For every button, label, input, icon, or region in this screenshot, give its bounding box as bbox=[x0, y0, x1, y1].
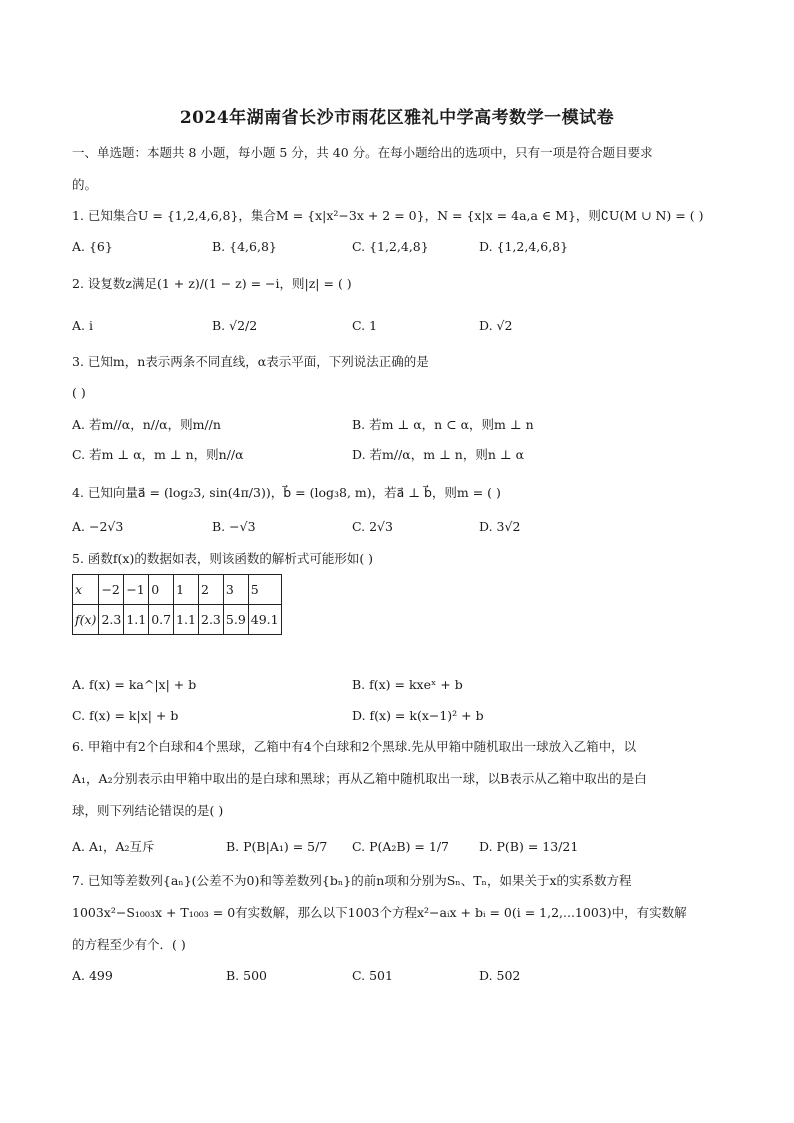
section-heading-line2: 的。 bbox=[72, 177, 98, 192]
table-row-x bbox=[73, 575, 282, 605]
question-5-option-c: C. f(x) = k|x| + b bbox=[72, 708, 179, 723]
table-cell: 3 bbox=[223, 575, 248, 605]
question-3-option-d: D. 若m//α，m ⊥ n，则n ⊥ α bbox=[352, 447, 525, 462]
table-cell: x bbox=[73, 575, 99, 605]
table-cell: 2.3 bbox=[199, 605, 224, 635]
table-cell: 2 bbox=[199, 575, 224, 605]
question-1-option-d: D. {1,2,4,6,8} bbox=[479, 239, 569, 254]
table-cell: f(x) bbox=[73, 605, 99, 635]
question-7-stem-3: 的方程至少有个．( ) bbox=[72, 937, 186, 952]
table-row-fx bbox=[73, 605, 282, 635]
question-2-stem: 2. 设复数z满足(1 + z)/(1 − z) = −i，则|z| = ( ) bbox=[72, 276, 352, 291]
question-3-option-b: B. 若m ⊥ α，n ⊂ α，则m ⊥ n bbox=[352, 417, 534, 432]
table-cell: 49.1 bbox=[248, 605, 281, 635]
question-1-option-c: C. {1,2,4,8} bbox=[352, 239, 429, 254]
question-3-option-c: C. 若m ⊥ α，m ⊥ n，则n//α bbox=[72, 447, 244, 462]
question-5-option-d: D. f(x) = k(x−1)² + b bbox=[352, 708, 484, 723]
question-6-option-c: C. P(A₂B) = 1/7 bbox=[352, 839, 449, 854]
question-2-option-d: D. √2 bbox=[479, 318, 513, 333]
question-7-option-b: B. 500 bbox=[226, 968, 267, 983]
question-3-option-a: A. 若m//α，n//α，则m//n bbox=[72, 417, 221, 432]
question-6-stem: 6. 甲箱中有2个白球和4个黑球，乙箱中有4个白球和2个黑球.先从甲箱中随机取出一球放入乙箱中，以 bbox=[72, 739, 637, 754]
question-7-option-c: C. 501 bbox=[352, 968, 393, 983]
question-1-option-b: B. {4,6,8} bbox=[212, 239, 277, 254]
question-1-stem: 1. 已知集合U = {1,2,4,6,8}，集合M = {x|x²−3x + 2 = 0}，N = {x|x = 4a,a ∈ M}，则∁U(M ∪ N) = ( ) bbox=[72, 208, 704, 223]
table-cell: 1.1 bbox=[174, 605, 199, 635]
table-cell: 0.7 bbox=[149, 605, 174, 635]
section-heading-line1: 一、单选题：本题共 8 小题，每小题 5 分，共 40 分。在每小题给出的选项中，只有一项是符合题目要求 bbox=[72, 145, 653, 160]
question-4-option-b: B. −√3 bbox=[212, 519, 256, 534]
question-2-option-b: B. √2/2 bbox=[212, 318, 258, 333]
question-4-stem: 4. 已知向量a⃗ = (log₂3, sin(4π/3))，b⃗ = (log₃8, m)，若a⃗ ⊥ b⃗，则m = ( ) bbox=[72, 485, 501, 500]
page-title: 2024年湖南省长沙市雨花区雅礼中学高考数学一模试卷 bbox=[179, 108, 615, 128]
question-1-option-a: A. {6} bbox=[72, 239, 113, 254]
question-3-stem: 3. 已知m，n表示两条不同直线，α表示平面，下列说法正确的是 bbox=[72, 354, 429, 369]
question-4-option-d: D. 3√2 bbox=[479, 519, 521, 534]
question-4-option-a: A. −2√3 bbox=[72, 519, 124, 534]
question-6-option-d: D. P(B) = 13/21 bbox=[479, 839, 579, 854]
table-cell: 1 bbox=[174, 575, 199, 605]
question-7-option-a: A. 499 bbox=[72, 968, 113, 983]
question-6-option-a: A. A₁，A₂互斥 bbox=[72, 839, 155, 854]
table-cell: −2 bbox=[99, 575, 124, 605]
question-3-stem-2: ( ) bbox=[72, 385, 86, 400]
table-cell: −1 bbox=[124, 575, 149, 605]
question-5-stem: 5. 函数f(x)的数据如表，则该函数的解析式可能形如( ) bbox=[72, 551, 374, 566]
question-6-stem-3: 球，则下列结论错误的是( ) bbox=[72, 803, 224, 818]
table-cell: 5.9 bbox=[223, 605, 248, 635]
question-6-option-b: B. P(B|A₁) = 5/7 bbox=[226, 839, 328, 854]
question-5-option-a: A. f(x) = ka^|x| + b bbox=[72, 677, 197, 692]
question-2-option-c: C. 1 bbox=[352, 318, 378, 333]
table-cell: 0 bbox=[149, 575, 174, 605]
question-4-option-c: C. 2√3 bbox=[352, 519, 393, 534]
function-value-table bbox=[72, 574, 282, 635]
table-cell: 1.1 bbox=[124, 605, 149, 635]
question-7-stem: 7. 已知等差数列{aₙ}(公差不为0)和等差数列{bₙ}的前n项和分别为Sₙ、Tₙ，如果关于x的实系数方程 bbox=[72, 873, 632, 888]
question-6-stem-2: A₁，A₂分别表示由甲箱中取出的是白球和黑球；再从乙箱中随机取出一球，以B表示从乙箱中取出的是白 bbox=[72, 771, 647, 786]
question-7-option-d: D. 502 bbox=[479, 968, 521, 983]
table-cell: 5 bbox=[248, 575, 281, 605]
question-7-stem-2: 1003x²−S₁₀₀₃x + T₁₀₀₃ = 0有实数解，那么以下1003个方程x²−aᵢx + bᵢ = 0(i = 1,2,...1003)中，有实数解 bbox=[72, 905, 687, 920]
question-5-option-b: B. f(x) = kxeˣ + b bbox=[352, 677, 463, 692]
table-cell: 2.3 bbox=[99, 605, 124, 635]
question-2-option-a: A. i bbox=[72, 318, 93, 333]
